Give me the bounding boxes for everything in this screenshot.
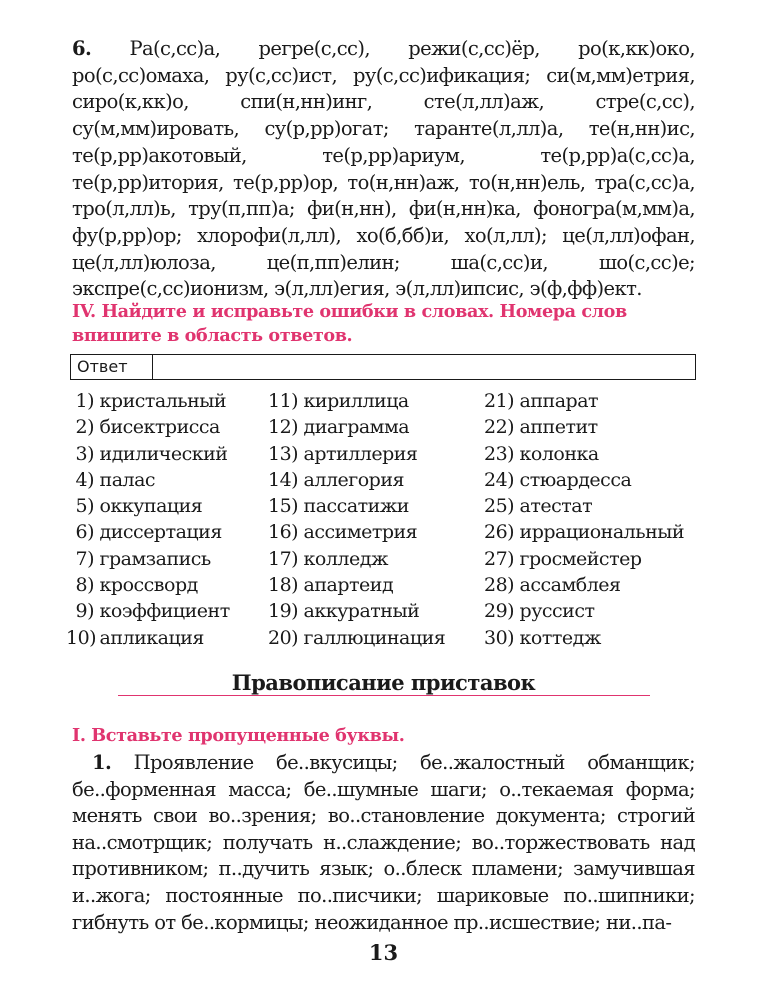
word-item: 11) кириллица — [268, 390, 409, 412]
word-item: 6) диссертация — [75, 521, 222, 544]
word-item: 1) кристальный — [75, 390, 227, 412]
word-item: 15) пассатижи — [268, 495, 409, 518]
word-item: 30) коттедж — [484, 626, 601, 649]
word-item: 29) руссист — [484, 600, 595, 623]
word-item: 8) кроссворд — [75, 574, 198, 597]
word-item: 16) ассиметрия — [268, 521, 418, 544]
word-item: 12) диаграмма — [268, 416, 410, 439]
word-item: 17) колледж — [268, 547, 388, 570]
section-divider — [118, 695, 650, 696]
exercise-6-text: Ра(с,сс)а, регре(с,сс), режи(с,сс)ёр, ро(к,кк)око, ро(с,сс)омаха, ру(с,сс)ист, ру(с,сс)ификация; си(м,мм)етрия, сиро(к,кк)о, спи(н,нн)инг, сте(л,лл)аж, стре(с,сс), су(м,мм)ировать, су(р,рр)огат; таранте(л,лл)а, те(н,нн)ис, те(р,рр)акотовый, те(р,рр)ариум, те(р,рр)а(с,сс)а, те(р,рр)итория, те(р,рр)ор, то(н,нн)аж, то(н,нн)ель, тра(с,сс)а, тро(л,лл)ь, тру(п,пп)а; фи(н,нн), фи(н,нн)ка, фоногра(м,мм)а, фу(р,рр)ор; хлорофи(л,лл), хо(б,бб)и, хо(л,лл); це(л,лл)офан, це(л,лл)юлоза, це(п,пп)елин; ша(с,сс)и, шо(с,сс)е; экспре(с,сс)ионизм, э(л,лл)егия, э(л,лл)ипсис, э(ф,фф)ект. — [72, 37, 695, 301]
word-list-column-2 — [268, 388, 445, 651]
word-item: 26) иррациональный — [484, 521, 685, 544]
exercise-1-text: Проявление бе..вкусицы; бе..жалостный обманщик; бе..форменная масса; бе..шумные шаги; о..текаемая форма; менять свои во..зрения; во..становление документа; строгий на..смотрщик; получать н..слаждение; во..торжествовать над противником; п..дучить язык; о..блеск пламени; замучившая и..жога; постоянные по..писчики; шариковые по..шипники; гибнуть от бе..кормицы; неожиданное пр..исшествие; ни..па- — [72, 751, 695, 934]
task-4-heading: IV. Найдите и исправьте ошибки в словах. Номера слов впишите в область ответов. — [72, 301, 627, 346]
exercise-6-number: 6. — [72, 37, 92, 60]
word-item: 5) оккупация — [75, 495, 203, 518]
exercise-6-paragraph — [72, 36, 695, 303]
answer-label: Ответ — [71, 355, 153, 379]
word-list-column-1 — [66, 388, 230, 651]
answer-box — [70, 354, 696, 380]
word-item: 24) стюардесса — [484, 468, 632, 491]
word-item: 19) аккуратный — [268, 600, 420, 623]
word-item: 7) грамзапись — [75, 547, 211, 570]
word-item: 22) аппетит — [484, 416, 598, 439]
word-item: 13) артиллерия — [268, 442, 418, 465]
word-item: 9) коэффициент — [75, 600, 230, 623]
exercise-1-paragraph — [72, 750, 695, 936]
word-item: 3) идилический — [75, 442, 228, 465]
word-item: 4) палас — [75, 468, 156, 491]
word-item: 25) атестат — [484, 495, 593, 518]
word-list-column-3 — [484, 388, 684, 651]
word-item: 2) бисектрисса — [75, 416, 220, 439]
word-item: 14) аллегория — [268, 468, 404, 491]
word-item: 27) гросмейстер — [484, 547, 642, 570]
word-item: 18) апартеид — [268, 574, 394, 597]
section-title: Правописание приставок — [231, 670, 536, 695]
exercise-1-number: 1. — [92, 751, 112, 774]
word-item: 23) колонка — [484, 442, 599, 465]
answer-input-field[interactable] — [153, 355, 695, 379]
word-item: 28) ассамблея — [484, 574, 621, 597]
word-item: 10) апликация — [66, 626, 204, 649]
word-item: 21) аппарат — [484, 390, 599, 412]
task-1-heading: I. Вставьте пропущенные буквы. — [72, 725, 405, 746]
page-number: 13 — [368, 940, 399, 965]
word-item: 20) галлюцинация — [268, 626, 446, 649]
